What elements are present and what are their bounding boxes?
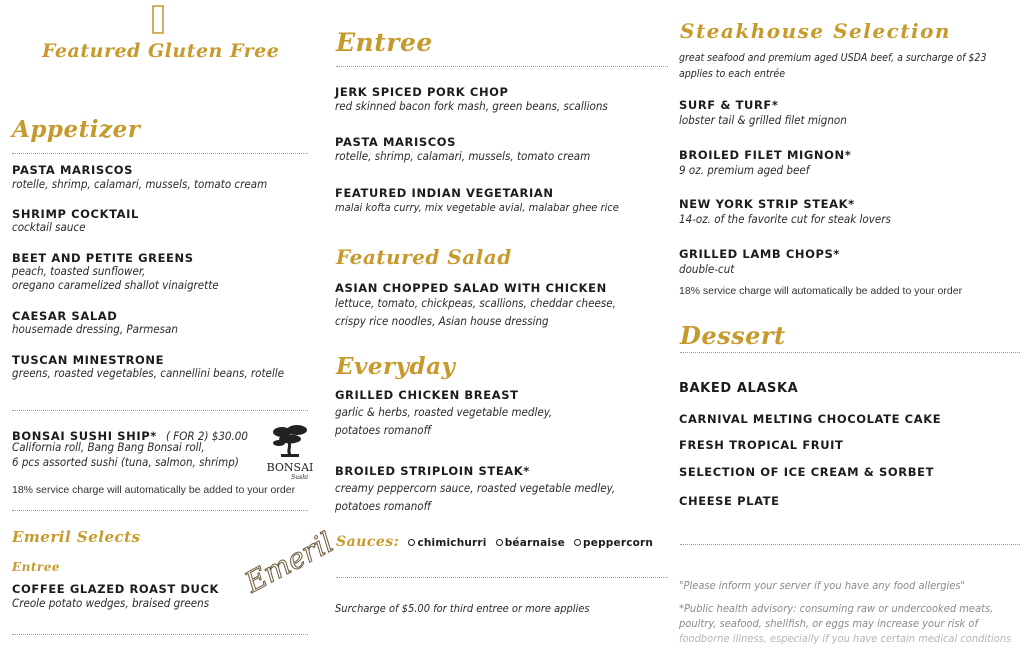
- featured-salad-heading: Featured Salad: [336, 245, 512, 269]
- health-advisory: *Public health advisory: consuming raw or undercooked meats,: [679, 602, 994, 615]
- menu-item-name: ASIAN CHOPPED SALAD WITH CHICKEN: [335, 281, 607, 295]
- emeril-signature: Emeril: [239, 525, 339, 600]
- sauce-option-icon: [496, 539, 503, 546]
- sauce-option: chimichurri: [417, 537, 487, 549]
- sauce-option: peppercorn: [583, 537, 654, 549]
- column-middle: [322, 0, 674, 656]
- divider: [336, 66, 668, 67]
- sushi-name: BONSAI SUSHI SHIP*: [12, 429, 157, 443]
- sushi-price: ( FOR 2) $30.00: [165, 429, 248, 443]
- menu-item-desc: 9 oz. premium aged beef: [679, 163, 810, 177]
- menu-item-desc: peach, toasted sunflower,: [12, 264, 146, 278]
- featured-gluten-free-title: Featured Gluten Free: [42, 40, 280, 62]
- divider: [12, 410, 308, 411]
- allergy-note: "Please inform your server if you have any food allergies": [679, 579, 966, 592]
- entree-heading: Entree: [336, 28, 433, 57]
- menu-item-name: BROILED STRIPLOIN STEAK*: [335, 464, 530, 478]
- menu-item-desc: greens, roasted vegetables, cannellini beans, rotelle: [12, 366, 285, 380]
- dessert-item: CHEESE PLATE: [679, 494, 780, 508]
- health-advisory: poultry, seafood, shellfish, or eggs may increase your risk of: [679, 617, 978, 630]
- divider: [12, 634, 308, 635]
- menu-item-desc: creamy peppercorn sauce, roasted vegetable medley,: [335, 481, 616, 495]
- sushi-desc: 6 pcs assorted sushi (tuna, salmon, shrimp): [12, 455, 239, 469]
- menu-item-desc: Creole potato wedges, braised greens: [12, 596, 210, 610]
- health-advisory: foodborne illness, especially if you have certain medical conditions: [679, 632, 1012, 645]
- menu-item-desc: 14-oz. of the favorite cut for steak lovers: [679, 212, 891, 226]
- column-left: [0, 0, 339, 656]
- menu-item-desc: potatoes romanoff: [335, 499, 432, 513]
- surcharge-note: Surcharge of $5.00 for third entree or more applies: [335, 602, 590, 615]
- menu-item-name: GRILLED LAMB CHOPS*: [679, 247, 841, 261]
- menu-item-desc: cocktail sauce: [12, 220, 86, 234]
- menu-item-desc: lobster tail & grilled filet mignon: [679, 113, 847, 127]
- steakhouse-intro: applies to each entrée: [679, 68, 786, 80]
- service-charge-note: 18% service charge will automatically be added to your order: [679, 285, 963, 297]
- menu-item-name: SHRIMP COCKTAIL: [12, 207, 139, 221]
- menu-item-name: TUSCAN MINESTRONE: [12, 353, 165, 367]
- menu-item-desc: red skinned bacon fork mash, green beans, scallions: [335, 99, 608, 113]
- divider: [680, 352, 1020, 353]
- menu-item-desc: lettuce, tomato, chickpeas, scallions, cheddar cheese,: [335, 296, 616, 310]
- bonsai-logo-sub: Sushi: [291, 474, 308, 481]
- menu-item-name: JERK SPICED PORK CHOP: [335, 85, 509, 99]
- menu-item-name: COFFEE GLAZED ROAST DUCK: [12, 582, 220, 596]
- sauces-row: [336, 531, 653, 550]
- dessert-item: CARNIVAL MELTING CHOCOLATE CAKE: [679, 412, 942, 426]
- menu-item-desc: rotelle, shrimp, calamari, mussels, tomato cream: [335, 149, 591, 163]
- menu-item-desc: garlic & herbs, roasted vegetable medley,: [335, 405, 553, 419]
- sushi-desc: California roll, Bang Bang Bonsai roll,: [12, 440, 205, 454]
- dessert-item: SELECTION OF ICE CREAM & SORBET: [679, 465, 935, 479]
- steakhouse-intro: great seafood and premium aged USDA beef, a surcharge of $23: [679, 52, 987, 64]
- menu-item-name: NEW YORK STRIP STEAK*: [679, 197, 855, 211]
- menu-item-name: FEATURED INDIAN VEGETARIAN: [335, 186, 554, 200]
- menu-item-name: GRILLED CHICKEN BREAST: [335, 388, 519, 402]
- everyday-heading: Everyday: [336, 353, 456, 380]
- menu-item-desc: crispy rice noodles, Asian house dressing: [335, 314, 549, 328]
- menu-item-desc: potatoes romanoff: [335, 423, 432, 437]
- dessert-item: FRESH TROPICAL FRUIT: [679, 438, 844, 452]
- column-right: [668, 0, 1024, 656]
- divider: [12, 153, 308, 154]
- menu-item-name: SURF & TURF*: [679, 98, 779, 112]
- sauce-option-icon: [408, 539, 415, 546]
- bonsai-logo: [266, 424, 314, 486]
- dessert-item: BAKED ALASKA: [679, 381, 799, 396]
- service-charge-note: 18% service charge will automatically be added to your order: [12, 484, 296, 496]
- divider: [12, 510, 308, 511]
- sauce-option-icon: [574, 539, 581, 546]
- menu-item-desc: rotelle, shrimp, calamari, mussels, tomato cream: [12, 177, 268, 191]
- menu-item-desc: double-cut: [679, 262, 735, 276]
- emeril-entree-subheading: Entree: [12, 560, 61, 574]
- bonsai-logo-text: BONSAI: [266, 461, 314, 474]
- sauce-option: béarnaise: [504, 537, 565, 549]
- menu-item-name: PASTA MARISCOS: [12, 163, 134, 177]
- bonsai-tree-icon: [270, 424, 310, 458]
- menu-item-desc: housemade dressing, Parmesan: [12, 322, 178, 336]
- emeril-selects-heading: Emeril Selects: [12, 528, 141, 546]
- appetizer-heading: Appetizer: [12, 116, 141, 143]
- divider: [680, 544, 1020, 545]
- menu-item-name: PASTA MARISCOS: [335, 135, 457, 149]
- divider: [336, 577, 668, 578]
- steakhouse-heading: Steakhouse Selection: [680, 19, 951, 43]
- gluten-free-icon: [150, 4, 166, 36]
- menu-item-name: CAESAR SALAD: [12, 309, 118, 323]
- menu-item-name: BROILED FILET MIGNON*: [679, 148, 852, 162]
- sauces-label: Sauces:: [336, 534, 400, 550]
- menu-item-name: BEET AND PETITE GREENS: [12, 251, 194, 265]
- menu-item-desc: malai kofta curry, mix vegetable avial, malabar ghee rice: [335, 201, 619, 214]
- menu-item-desc: oregano caramelized shallot vinaigrette: [12, 278, 219, 292]
- dessert-heading: Dessert: [680, 321, 786, 350]
